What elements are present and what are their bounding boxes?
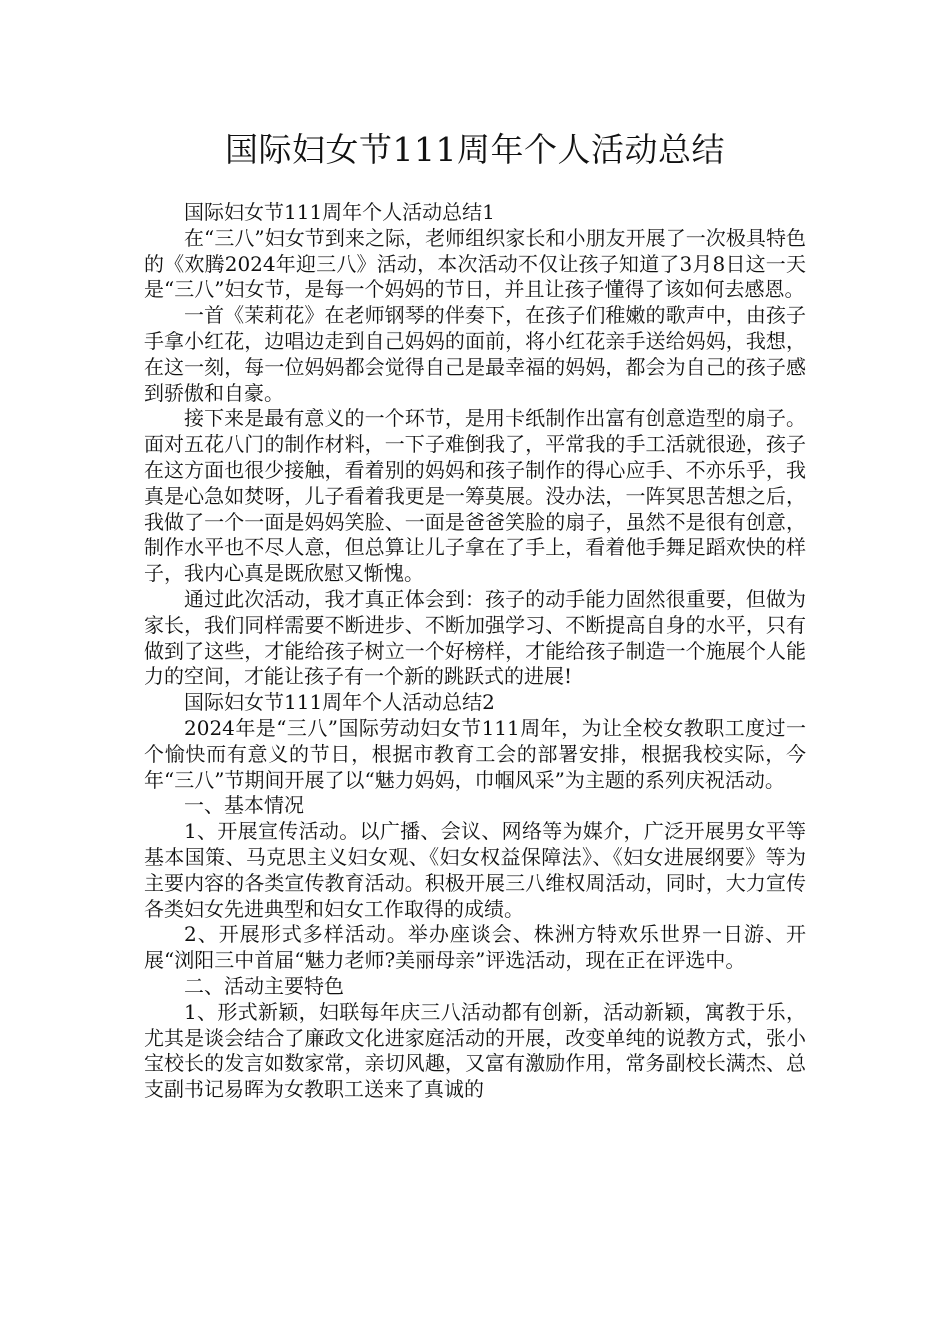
paragraph: 1、形式新颖，妇联每年庆三八活动都有创新，活动新颖，寓教于乐，尤其是谈会结合了廉政文化进家庭活动的开展，改变单纯的说教方式，张小宝校长的发言如数家常，亲切风趣，又富有激励作用，常务副校长满杰、总支副书记易晖为女教职工送来了真诚的 [144,999,806,1102]
subheading-main-features: 二、活动主要特色 [184,973,344,998]
paragraph: 2024年是“三八”国际劳动妇女节111周年，为让全校女教职工度过一个愉快而有意义的节日，根据市教育工会的部署安排，根据我校实际，今年“三八”节期间开展了以“魅力妈妈，巾帼风采”为主题的系列庆祝活动。 [144,715,806,792]
section-heading-1: 国际妇女节111周年个人活动总结1 [184,200,495,224]
paragraph: 2、开展形式多样活动。举办座谈会、株洲方特欢乐世界一日游、开展“浏阳三中首届“魅力老师?美丽母亲”评选活动，现在正在评选中。 [144,922,806,973]
paragraph: 一首《茉莉花》在老师钢琴的伴奏下，在孩子们稚嫩的歌声中，由孩子手拿小红花，边唱边走到自己妈妈的面前，将小红花亲手送给妈妈，我想，在这一刻，每一位妈妈都会觉得自己是最幸福的妈妈，都会为自己的孩子感到骄傲和自豪。 [144,303,806,405]
document-title: 国际妇女节111周年个人活动总结 [225,130,725,169]
document-body [144,200,806,1103]
section-heading-2: 国际妇女节111周年个人活动总结2 [184,690,495,715]
subheading-basic-situation: 一、基本情况 [184,793,304,818]
paragraph: 1、开展宣传活动。以广播、会议、网络等为媒介，广泛开展男女平等基本国策、马克思主义妇女观、《妇女权益保障法》、《妇女进展纲要》等为主要内容的各类宣传教育活动。积极开展三八维权周活动，同时，大力宣传各类妇女先进典型和妇女工作取得的成绩。 [144,819,806,921]
paragraph: 在“三八”妇女节到来之际，老师组织家长和小朋友开展了一次极具特色的《欢腾2024年迎三八》活动，本次活动不仅让孩子知道了3月8日这一天是“三八”妇女节，是每一个妈妈的节日，并且让孩子懂得了该如何去感恩。 [144,225,806,302]
paragraph: 接下来是最有意义的一个环节，是用卡纸制作出富有创意造型的扇子。面对五花八门的制作材料，一下子难倒我了，平常我的手工活就很逊，孩子在这方面也很少接触，看着别的妈妈和孩子制作的得心应手、不亦乐乎，我真是心急如焚呀，儿子看着我更是一筹莫展。没办法，一阵冥思苦想之后，我做了一个一面是妈妈笑脸、一面是爸爸笑脸的扇子，虽然不是很有创意，制作水平也不尽人意，但总算让儿子拿在了手上，看着他手舞足蹈欢快的样子，我内心真是既欣慰又惭愧。 [144,406,806,586]
paragraph: 通过此次活动，我才真正体会到：孩子的动手能力固然很重要，但做为家长，我们同样需要不断进步、不断加强学习、不断提高自身的水平，只有做到了这些，才能给孩子树立一个好榜样，才能给孩子制造一个施展个人能力的空间，才能让孩子有一个新的跳跃式的进展! [144,586,806,689]
